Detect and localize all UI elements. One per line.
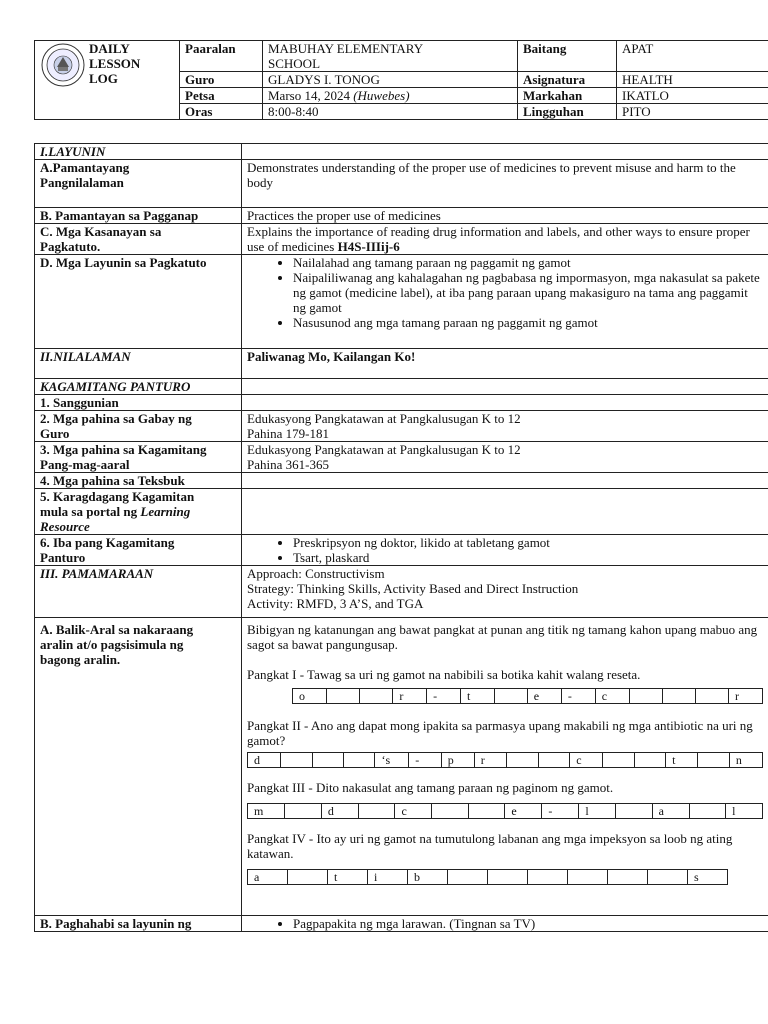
puzzle-cell <box>344 753 375 768</box>
puzzle-cell <box>507 753 538 768</box>
pangkat-3-puzzle <box>247 803 763 819</box>
puzzle-cell <box>648 870 688 885</box>
nilalaman-text: Paliwanag Mo, Kailangan Ko! <box>242 349 768 379</box>
quarter-value: IKATLO <box>617 88 768 104</box>
puzzle-cell <box>538 753 569 768</box>
puzzle-cell: - <box>561 689 595 704</box>
puzzle-cell: ‘s <box>375 753 409 768</box>
puzzle-cell: p <box>441 753 474 768</box>
nilalaman-label: II.NILALAMAN <box>35 349 242 379</box>
pangkat-4-puzzle <box>247 869 728 885</box>
puzzle-cell: c <box>595 689 629 704</box>
puzzle-cell <box>698 753 729 768</box>
puzzle-cell: d <box>248 753 281 768</box>
paghahabi-list-cell <box>242 916 768 932</box>
puzzle-cell: m <box>248 804 285 819</box>
puzzle-cell: - <box>427 689 461 704</box>
pangkat-2-question: Pangkat II - Ano ang dapat mong ipakita sa parmasya upang makabili ng mga antibiotic na uri ng gamot? <box>247 718 753 748</box>
quarter-label: Markahan <box>518 88 617 104</box>
puzzle-cell: r <box>728 689 762 704</box>
list-item: • Tsart, plaskard <box>293 550 763 565</box>
iba-list <box>247 535 763 565</box>
kagamitan-label: KAGAMITANG PANTURO <box>35 379 242 395</box>
puzzle-cell: o <box>293 689 327 704</box>
kasanayan-text: Explains the importance of reading drug information and labels, and other ways to ensure proper use of medicines H4S-IIIij-6 <box>242 224 768 255</box>
list-item: • Preskripsyon ng doktor, likido at tabletang gamot <box>293 535 763 550</box>
date-label: Petsa <box>180 88 263 104</box>
puzzle-cell: t <box>461 689 495 704</box>
puzzle-cell <box>629 689 662 704</box>
iba-list-cell <box>242 535 768 566</box>
puzzle-cell: c <box>395 804 432 819</box>
deped-seal-icon <box>41 43 85 87</box>
gabay-text: Edukasyong Pangkatawan at Pangkalusugan K to 12 Pahina 179-181 <box>242 411 768 442</box>
pagganap-label: B. Pamantayan sa Pagganap <box>35 208 242 224</box>
list-item: • Nailalahad ang tamang paraan ng paggamit ng gamot <box>293 255 763 270</box>
pagganap-text: Practices the proper use of medicines <box>242 208 768 224</box>
teksbuk-empty <box>242 473 768 489</box>
puzzle-cell <box>281 753 312 768</box>
pangkat-1-puzzle <box>292 688 763 704</box>
puzzle-cell <box>695 689 728 704</box>
kasanayan-code: H4S-IIIij-6 <box>337 239 400 254</box>
subject-value: HEALTH <box>617 72 768 88</box>
puzzle-cell: c <box>570 753 603 768</box>
list-item: • Naipaliliwanag ang kahalagahan ng pagbabasa ng impormasyon, mga nakasulat sa pakete ng gamot (medicine label), at iba pang paraan upang makasiguro na tama ang paggamit ng gamot <box>293 270 763 315</box>
puzzle-cell <box>494 689 527 704</box>
kagamitan-empty <box>242 379 768 395</box>
pangkat-2-puzzle <box>247 752 763 768</box>
list-item: • Pagpapakita ng mga larawan. (Tingnan sa TV) <box>293 916 763 931</box>
pamantayang-label: A.Pamantayang Pangnilalaman <box>35 160 242 208</box>
puzzle-cell <box>448 870 488 885</box>
karagdagan-empty <box>242 489 768 535</box>
layunin-label: D. Mga Layunin sa Pagkatuto <box>35 255 242 349</box>
puzzle-cell: d <box>321 804 358 819</box>
week-label: Lingguhan <box>518 104 617 120</box>
iba-label: 6. Iba pang Kagamitang Panturo <box>35 535 242 566</box>
puzzle-cell <box>608 870 648 885</box>
puzzle-cell: - <box>409 753 442 768</box>
sanggunian-label: 1. Sanggunian <box>35 395 242 411</box>
kasanayan-label: C. Mga Kasanayan sa Pagkatuto. <box>35 224 242 255</box>
puzzle-cell: - <box>542 804 579 819</box>
puzzle-cell <box>359 804 395 819</box>
puzzle-cell: l <box>579 804 616 819</box>
puzzle-cell <box>432 804 468 819</box>
puzzle-cell: a <box>248 870 288 885</box>
school-label: Paaralan <box>180 41 263 72</box>
lesson-table <box>34 143 768 932</box>
kagamitang-label: 3. Mga pahina sa Kagamitang Pang-mag-aaral <box>35 442 242 473</box>
grade-value: APAT <box>617 41 768 72</box>
puzzle-cell: i <box>368 870 408 885</box>
teacher-label: Guro <box>180 72 263 88</box>
puzzle-cell <box>689 804 725 819</box>
pangkat-4-question: Pangkat IV - Ito ay uri ng gamot na tumutulong labanan ang mga impeksyon sa loob ng ating katawan. <box>247 831 733 861</box>
puzzle-cell <box>568 870 608 885</box>
karagdagan-label: 5. Karagdagang Kagamitan mula sa portal ng Learning Resource <box>35 489 242 535</box>
layunin-list <box>247 255 763 330</box>
pangkat-3-question: Pangkat III - Dito nakasulat ang tamang paraan ng paginom ng gamot. <box>247 780 614 795</box>
balik-aral-intro: Bibigyan ng katanungan ang bawat pangkat at punan ang titik ng tamang kahon upang mabuo ang sagot sa bawat pangungusap. <box>247 622 758 652</box>
puzzle-cell <box>360 689 393 704</box>
puzzle-cell <box>288 870 328 885</box>
balik-aral-content <box>242 618 768 916</box>
balik-aral-label: A. Balik-Aral sa nakaraang aralin at/o pagsisimula ng bagong aralin. <box>35 618 242 916</box>
school-value: MABUHAY ELEMENTARY SCHOOL <box>263 41 518 72</box>
list-item: • Nasusunod ang mga tamang paraan ng paggamit ng gamot <box>293 315 763 330</box>
teacher-value: GLADYS I. TONOG <box>263 72 518 88</box>
week-value: PITO <box>617 104 768 120</box>
puzzle-cell <box>616 804 652 819</box>
paghahabi-list <box>247 916 763 931</box>
puzzle-cell: e <box>505 804 542 819</box>
puzzle-cell: s <box>688 870 728 885</box>
puzzle-cell: a <box>652 804 689 819</box>
puzzle-cell: l <box>726 804 763 819</box>
puzzle-cell: b <box>408 870 448 885</box>
puzzle-cell: r <box>393 689 427 704</box>
puzzle-cell: e <box>527 689 561 704</box>
puzzle-cell <box>312 753 343 768</box>
puzzle-cell <box>528 870 568 885</box>
pangkat-1-question: Pangkat I - Tawag sa uri ng gamot na nabibili sa botika kahit walang reseta. <box>247 667 641 682</box>
layunin-heading-empty <box>242 144 768 160</box>
time-label: Oras <box>180 104 263 120</box>
puzzle-cell: t <box>328 870 368 885</box>
puzzle-cell <box>468 804 504 819</box>
sanggunian-empty <box>242 395 768 411</box>
pamantayang-text: Demonstrates understanding of the proper use of medicines to prevent misuse and harm to the body <box>242 160 768 208</box>
gabay-label: 2. Mga pahina sa Gabay ng Guro <box>35 411 242 442</box>
puzzle-cell: t <box>666 753 698 768</box>
date-value: Marso 14, 2024 (Huwebes) <box>263 88 518 104</box>
teksbuk-label: 4. Mga pahina sa Teksbuk <box>35 473 242 489</box>
puzzle-cell <box>327 689 360 704</box>
subject-label: Asignatura <box>518 72 617 88</box>
header-table <box>34 40 768 120</box>
puzzle-cell: n <box>729 753 762 768</box>
puzzle-cell: r <box>474 753 507 768</box>
layunin-list-cell <box>242 255 768 349</box>
puzzle-cell <box>603 753 634 768</box>
deped-seal <box>35 41 88 120</box>
daily-lesson-log-title: DAILY LESSON LOG <box>87 41 180 120</box>
kagamitang-text: Edukasyong Pangkatawan at Pangkalusugan K to 12 Pahina 361-365 <box>242 442 768 473</box>
puzzle-cell <box>634 753 665 768</box>
puzzle-cell <box>285 804 321 819</box>
grade-label: Baitang <box>518 41 617 72</box>
time-value: 8:00-8:40 <box>263 104 518 120</box>
layunin-heading: I.LAYUNIN <box>35 144 242 160</box>
puzzle-cell <box>488 870 528 885</box>
pamamaraan-label: III. PAMAMARAAN <box>35 566 242 618</box>
puzzle-cell <box>662 689 695 704</box>
paghahabi-label: B. Paghahabi sa layunin ng <box>35 916 242 932</box>
pamamaraan-text: Approach: Constructivism Strategy: Thinking Skills, Activity Based and Direct Instruction Activity: RMFD, 3 A’S, and TGA <box>242 566 768 618</box>
